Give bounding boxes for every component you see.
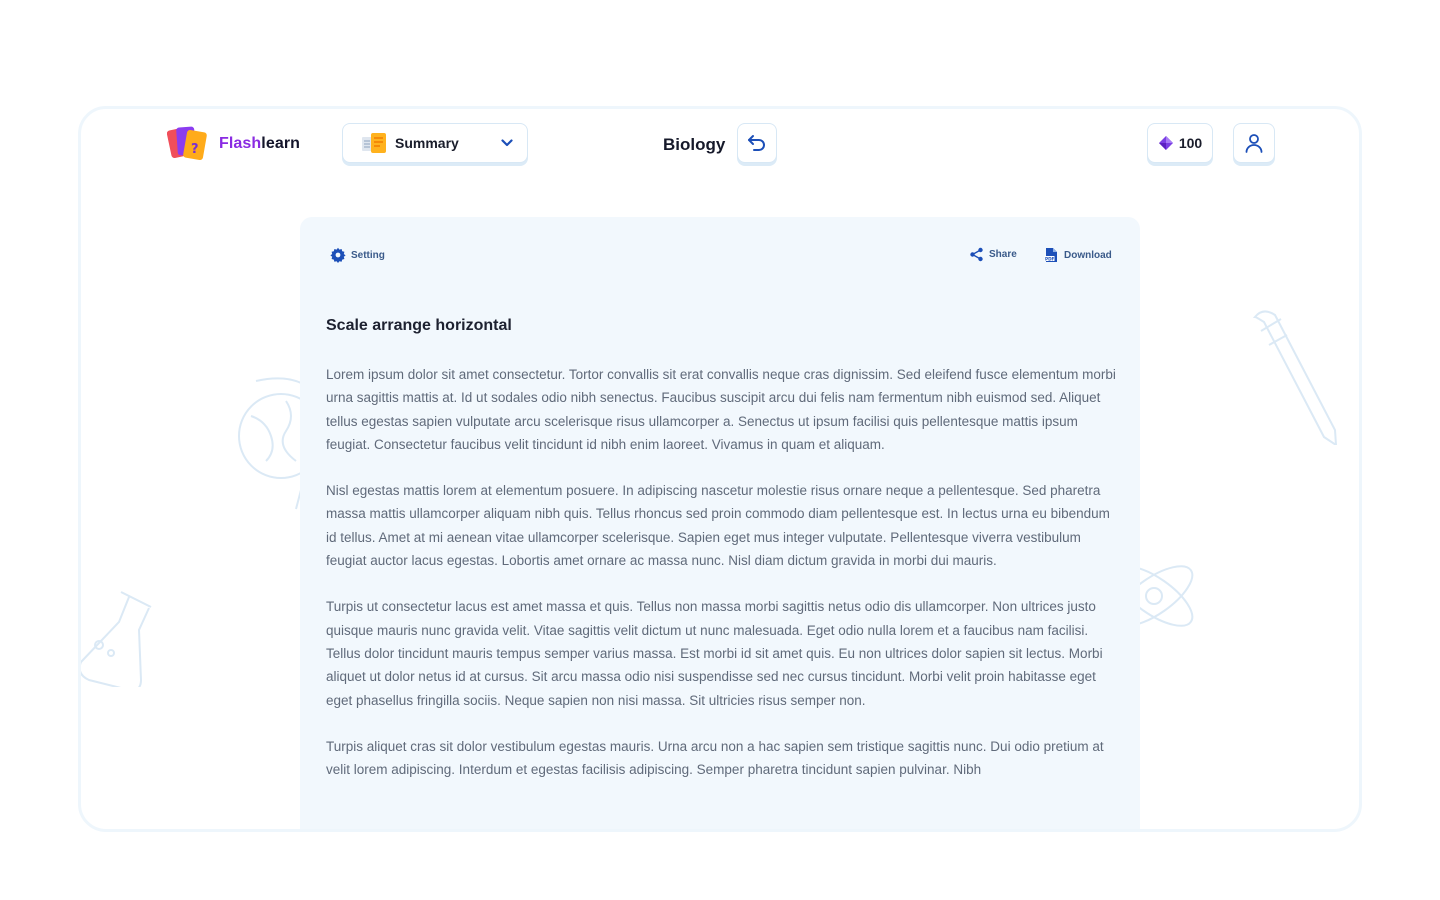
globe-doodle-icon (231, 371, 311, 511)
flask-doodle-icon (81, 587, 161, 687)
chevron-down-icon (501, 139, 513, 147)
download-label: Download (1064, 249, 1112, 261)
download-button[interactable] (1044, 247, 1112, 263)
share-button[interactable] (969, 247, 1017, 262)
gems-balance-button[interactable] (1147, 123, 1213, 163)
setting-label: Setting (351, 249, 385, 261)
logo[interactable] (167, 125, 300, 163)
profile-button[interactable] (1233, 123, 1275, 163)
paragraph: Nisl egestas mattis lorem at elementum posuere. In adipiscing nascetur molestie risus ornare neque a pellentesque. Sed pharetra massa mattis ullamcorper aliquam nibh quis. Tellus rhoncus sed proin commodo diam pellentesque est. In lectus urna eu bibendum id tellus. Amet at mi aenean vitae ullamcorper scelerisque. Sapien eget mus integer vulputate. Pellentesque viverra vestibulum feugiat auctor lacus egestas. Lobortis amet ornare ac massa nunc. Nisl diam dictum gravida in morbi dui mauris. (326, 483, 1110, 569)
document-title: Scale arrange horizontal (326, 317, 512, 334)
summary-doc-icon (361, 131, 389, 155)
gems-count: 100 (1178, 135, 1203, 151)
back-button[interactable] (737, 123, 777, 163)
gear-icon (330, 247, 346, 263)
svg-text:?: ? (191, 142, 199, 157)
paragraph: Lorem ipsum dolor sit amet consectetur. Tortor convallis sit erat convallis neque cras dignissim. Sed eleifend fusce elementum morbi urna sagittis mattis at. Id ut sodales odio nibh senectus. Faucibus suscipit arcu dui felis nam fermentum nibh euismod sed. Aliquet tellus egestas sapien vulputate arcu scelerisque risus ullamcorper a. Senectus ut ipsum facilisi quis pellentesque mattis ipsum feugiat. Consectetur faucibus velit tincidunt id nibh enim laoreet. Vivamus in quam et aliquam. (326, 367, 1116, 452)
mode-dropdown[interactable] (342, 123, 528, 163)
share-label: Share (989, 249, 1017, 260)
summary-card (300, 217, 1140, 832)
atom-doodle-icon (1136, 544, 1206, 649)
gem-icon (1158, 135, 1174, 151)
flashcards-logo-icon (167, 125, 211, 163)
mode-label: Summary (395, 135, 459, 151)
user-icon (1244, 133, 1264, 153)
pencil-doodle-icon (1247, 305, 1342, 445)
app-window (78, 106, 1362, 832)
share-icon (969, 247, 984, 262)
setting-button[interactable] (330, 247, 385, 263)
app-name: Flashlearn (219, 135, 301, 152)
undo-arrow-icon (747, 134, 767, 152)
paragraph: Turpis aliquet cras sit dolor vestibulum egestas mauris. Urna arcu non a hac sapien sem tristique sagittis nunc. Dui odio pretium at velit lorem adipiscing. Interdum et egestas facilisis adipiscing. Semper pharetra tincidunt sapien pulvinar. Nibh (326, 738, 1104, 778)
subject-title: Biology (663, 135, 726, 154)
pdf-download-icon (1044, 247, 1059, 263)
paragraph: Turpis ut consectetur lacus est amet massa et quis. Tellus non massa morbi sagittis netus odio dis ullamcorper. Non ultrices justo quisque mauris nunc gravida velit. Vitae sagittis velit dictum ut nunc malesuada. Eget odio nulla lorem et a faucibus nam facilisi. Tellus dolor tincidunt mauris tempus semper varius massa. Est morbi id sit amet quis. Eu non ultrices dolor sapien sit lectus. Morbi aliquet ut dolor netus id at cursus. Sit arcu massa odio nisi suspendisse sed nec cursus tincidunt. Morbi velit proin habitasse eget eget phasellus fringilla sociis. Neque sapien non nisi massa. Sit ultricies risus semper non. (326, 599, 1103, 708)
svg-text:PDF: PDF (1045, 256, 1055, 262)
document-body (326, 363, 1116, 804)
